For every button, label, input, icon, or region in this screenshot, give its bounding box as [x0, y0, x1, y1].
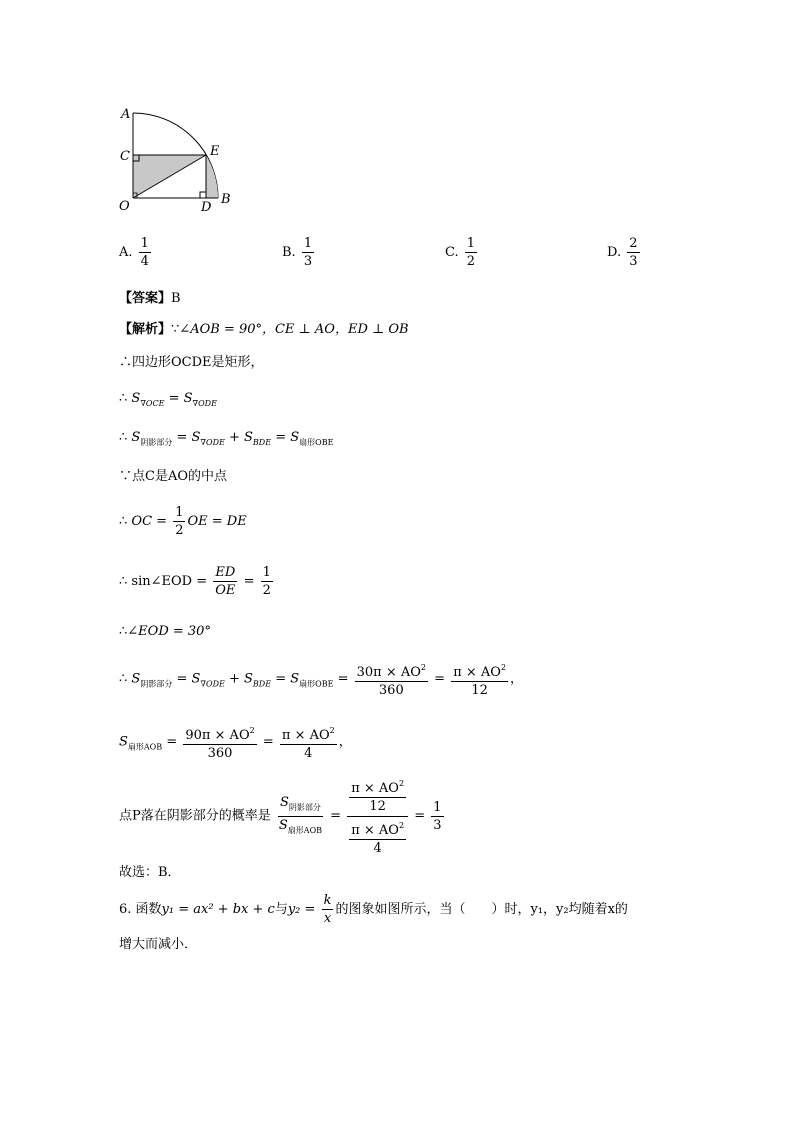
label-E: E [210, 144, 220, 159]
analysis-line-1: 【解析】∵∠AOB = 90°，CE ⊥ AO，ED ⊥ OB [119, 322, 409, 337]
analysis-conclusion: 故选：B． [119, 865, 181, 880]
label-B: B [221, 192, 231, 207]
label-D: D [201, 200, 212, 215]
analysis-line-4: ∴ $S_{阴影部分} = S_{\nabla ODE} + S_{BDE} = S_{扇形OBE}$ [119, 430, 334, 447]
label-O: O [119, 199, 130, 214]
analysis-line-8: ∴∠EOD = 30° [119, 624, 211, 639]
analysis-line-11: 点P落在阴影部分的概率是 $\frac{S_{阴影部分}}{S_{扇形AOB}}$ = $\frac{\frac{\pi \times AO^2}{12}}{\frac{\pi \times AO^2}{4}}$ = $\frac{1}{3}$ [119, 776, 446, 856]
analysis-line-5: ∵点C是AO的中点 [119, 469, 228, 484]
option-b: B. $\frac{1}{3}$ [282, 236, 313, 269]
question-6-line-2: 增大而减小． [119, 937, 198, 952]
analysis-line-6: ∴ OC = $\frac{1}{2}$ OE = DE [119, 505, 247, 538]
shaded-segment [206, 155, 218, 198]
option-d: D. $\frac{2}{3}$ [607, 236, 638, 269]
question-6-line-1: 6. 函数y₁ = ax² + bx + c与y₂ = $\frac{k}{x}$ 的图象如图所示，当（ ）时，y₁，y₂均随着x的 [119, 893, 628, 926]
label-A: A [121, 107, 131, 122]
label-C: C [120, 149, 130, 164]
analysis-line-3: ∴ $S_{\nabla OCE} = S_{\nabla ODE}$ [119, 391, 217, 408]
geometry-figure [110, 100, 350, 320]
answer-line: 【答案】B [119, 291, 181, 306]
option-c: C. $\frac{1}{2}$ [445, 236, 476, 269]
option-a: A. $\frac{1}{4}$ [119, 236, 149, 269]
analysis-line-2: ∴四边形OCDE是矩形， [119, 355, 264, 370]
analysis-line-7: ∴ sin∠EOD = $\frac{ED}{OE}$ = $\frac{1}{2}$ [119, 565, 271, 598]
analysis-line-10: $S_{扇形AOB}$ = $\frac{90\pi \times AO^2}{360}$ = $\frac{\pi \times AO^2}{4}$ ， [119, 723, 352, 761]
analysis-line-9: ∴ $S_{阴影部分} = S_{\nabla ODE} + S_{BDE} = S_{扇形OBE}$ = $\frac{30\pi \times AO^2}{360}$ = $\frac{\pi \times AO^2}{12}$ ， [119, 660, 523, 698]
